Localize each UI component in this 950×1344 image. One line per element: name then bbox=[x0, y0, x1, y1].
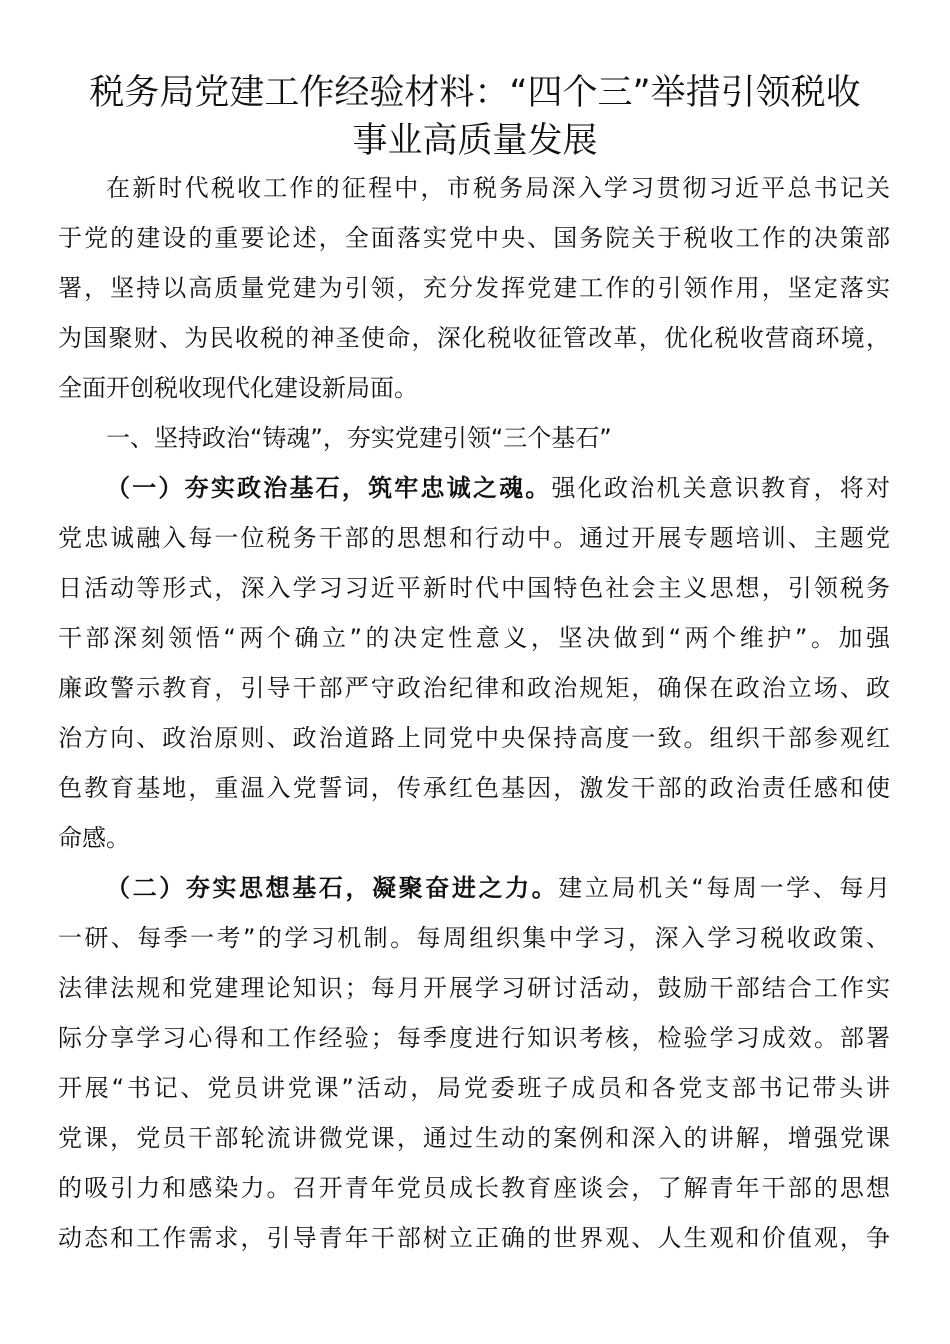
subsection-1-line-2: 日活动等形式，深入学习习近平新时代中国特色社会主义思想，引领税务 bbox=[58, 574, 890, 602]
subsection-1-first-text: 强化政治机关意识教育，将对 bbox=[551, 474, 891, 502]
subsection-1-line-5: 治方向、政治原则、政治道路上同党中央保持高度一致。组织干部参观红 bbox=[58, 724, 890, 752]
subsection-1-line-7: 命感。 bbox=[58, 824, 130, 852]
intro-line-1: 在新时代税收工作的征程中，市税务局深入学习贯彻习近平总书记关 bbox=[106, 174, 890, 202]
subsection-1-first-line bbox=[106, 472, 890, 504]
subsection-2-first-text: 建立局机关“每周一学、每月 bbox=[558, 874, 890, 902]
subsection-2-line-2: 法律法规和党建理论知识；每月开展学习研讨活动，鼓励干部结合工作实 bbox=[58, 974, 890, 1002]
section-heading-1: 一、坚持政治“铸魂”，夯实党建引领“三个基石” bbox=[106, 424, 612, 452]
document-title-line-1: 税务局党建工作经验材料：“四个三”举措引领税收 bbox=[89, 73, 861, 113]
subsection-1-line-3: 干部深刻领悟“两个确立”的决定性意义，坚决做到“两个维护”。加强 bbox=[58, 624, 890, 652]
intro-line-4: 为国聚财、为民收税的神圣使命，深化税收征管改革，优化税收营商环境， bbox=[58, 324, 890, 352]
intro-line-2: 于党的建设的重要论述，全面落实党中央、国务院关于税收工作的决策部 bbox=[58, 224, 890, 252]
intro-line-3: 署，坚持以高质量党建为引领，充分发挥党建工作的引领作用，坚定落实 bbox=[58, 274, 890, 302]
subsection-2-line-6: 的吸引力和感染力。召开青年党员成长教育座谈会，了解青年干部的思想 bbox=[58, 1174, 890, 1202]
subsection-2-line-4: 开展“书记、党员讲党课”活动，局党委班子成员和各党支部书记带头讲 bbox=[58, 1074, 890, 1102]
subsection-2-title: （二）夯实思想基石，凝聚奋进之力。 bbox=[106, 874, 559, 902]
subsection-2-first-line bbox=[106, 872, 890, 904]
subsection-1-line-1: 党忠诚融入每一位税务干部的思想和行动中。通过开展专题培训、主题党 bbox=[58, 524, 890, 552]
document-title-line-2: 事业高质量发展 bbox=[352, 121, 598, 161]
subsection-1-line-4: 廉政警示教育，引导干部严守政治纪律和政治规矩，确保在政治立场、政 bbox=[58, 674, 890, 702]
subsection-1-title: （一）夯实政治基石，筑牢忠诚之魂。 bbox=[106, 474, 552, 502]
intro-line-5: 全面开创税收现代化建设新局面。 bbox=[58, 374, 418, 402]
subsection-2-line-1: 一研、每季一考”的学习机制。每周组织集中学习，深入学习税收政策、 bbox=[58, 924, 890, 952]
subsection-2-line-3: 际分享学习心得和工作经验；每季度进行知识考核，检验学习成效。部署 bbox=[58, 1024, 890, 1052]
subsection-1-line-6: 色教育基地，重温入党誓词，传承红色基因，激发干部的政治责任感和使 bbox=[58, 774, 890, 802]
subsection-2-line-5: 党课，党员干部轮流讲微党课，通过生动的案例和深入的讲解，增强党课 bbox=[58, 1124, 890, 1152]
subsection-2-line-7: 动态和工作需求，引导青年干部树立正确的世界观、人生观和价值观，争 bbox=[58, 1224, 890, 1252]
